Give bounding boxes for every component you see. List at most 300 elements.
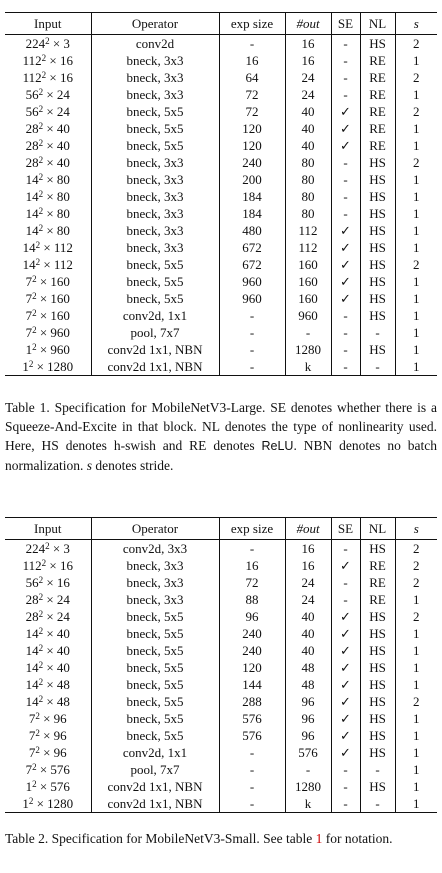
- cell-operator: bneck, 5x5: [91, 103, 219, 120]
- input-resolution: 14: [22, 257, 36, 272]
- cell-input: [5, 290, 91, 307]
- table-row: [5, 557, 437, 574]
- cell-exp-size: 64: [219, 69, 285, 86]
- cell-out: k: [285, 358, 331, 376]
- cell-nl: -: [360, 324, 395, 341]
- cell-exp-size: 120: [219, 120, 285, 137]
- input-squared: 2: [38, 592, 44, 602]
- input-channels: 960: [50, 342, 70, 357]
- cell-exp-size: 72: [219, 574, 285, 591]
- cell-stride: 1: [395, 642, 437, 659]
- cell-input: [5, 273, 91, 290]
- cell-se: ✓: [331, 137, 360, 154]
- cell-operator: conv2d, 3x3: [91, 540, 219, 558]
- cell-nl: HS: [360, 290, 395, 307]
- cell-input: [5, 154, 91, 171]
- cell-nl: HS: [360, 222, 395, 239]
- cell-operator: bneck, 3x3: [91, 205, 219, 222]
- input-squared: 2: [38, 172, 44, 182]
- cell-exp-size: 120: [219, 137, 285, 154]
- cell-input: [5, 659, 91, 676]
- table-row: [5, 256, 437, 273]
- table-row: [5, 188, 437, 205]
- input-channels: 112: [53, 257, 73, 272]
- input-resolution: 224: [25, 541, 46, 556]
- input-resolution: 56: [25, 104, 39, 119]
- header-exp-size: exp size: [219, 518, 285, 540]
- cell-operator: bneck, 5x5: [91, 120, 219, 137]
- input-channels: 40: [56, 643, 70, 658]
- cell-operator: conv2d: [91, 35, 219, 53]
- cell-se: -: [331, 205, 360, 222]
- cell-out: 24: [285, 591, 331, 608]
- cell-stride: 1: [395, 222, 437, 239]
- input-squared: 2: [38, 626, 44, 636]
- cell-out: 1280: [285, 778, 331, 795]
- input-channels: 16: [59, 70, 73, 85]
- cell-operator: bneck, 3x3: [91, 222, 219, 239]
- cell-exp-size: 576: [219, 710, 285, 727]
- input-times: ×: [43, 121, 57, 136]
- input-resolution: 14: [22, 240, 36, 255]
- input-times: ×: [43, 609, 57, 624]
- input-squared: 2: [45, 541, 50, 551]
- input-squared: 2: [28, 359, 34, 369]
- cell-out: 40: [285, 120, 331, 137]
- cell-se: -: [331, 188, 360, 205]
- input-squared: 2: [32, 308, 37, 318]
- input-times: ×: [43, 223, 57, 238]
- input-channels: 24: [56, 592, 70, 607]
- input-channels: 3: [63, 541, 70, 556]
- table-reference-link[interactable]: 1: [315, 831, 323, 846]
- cell-out: 960: [285, 307, 331, 324]
- table-row: [5, 659, 437, 676]
- cell-input: [5, 727, 91, 744]
- input-squared: 2: [32, 325, 37, 335]
- input-channels: 3: [63, 36, 70, 51]
- cell-input: [5, 693, 91, 710]
- header-stride: s: [395, 13, 437, 35]
- cell-se: -: [331, 69, 360, 86]
- cell-exp-size: 72: [219, 103, 285, 120]
- input-resolution: 14: [25, 660, 39, 675]
- input-squared: 2: [38, 189, 44, 199]
- input-resolution: 28: [25, 155, 39, 170]
- cell-input: [5, 205, 91, 222]
- caption-text: for notation.: [322, 831, 393, 846]
- table-row: [5, 358, 437, 376]
- header-out: #out: [285, 13, 331, 35]
- input-resolution: 7: [25, 325, 33, 340]
- cell-stride: 1: [395, 307, 437, 324]
- input-squared: 2: [38, 87, 44, 97]
- input-resolution: 112: [22, 70, 42, 85]
- cell-exp-size: 480: [219, 222, 285, 239]
- cell-input: [5, 744, 91, 761]
- cell-operator: bneck, 3x3: [91, 239, 219, 256]
- cell-operator: pool, 7x7: [91, 324, 219, 341]
- cell-nl: HS: [360, 239, 395, 256]
- cell-exp-size: 240: [219, 154, 285, 171]
- cell-operator: bneck, 5x5: [91, 273, 219, 290]
- cell-nl: HS: [360, 171, 395, 188]
- cell-se: ✓: [331, 290, 360, 307]
- cell-input: [5, 120, 91, 137]
- input-resolution: 56: [25, 87, 39, 102]
- cell-nl: HS: [360, 625, 395, 642]
- input-times: ×: [36, 342, 51, 357]
- input-squared: 2: [35, 711, 40, 721]
- cell-exp-size: 960: [219, 290, 285, 307]
- input-resolution: 7: [28, 728, 36, 743]
- input-squared: 2: [41, 70, 47, 80]
- input-times: ×: [43, 677, 57, 692]
- table-row: [5, 324, 437, 341]
- cell-nl: RE: [360, 137, 395, 154]
- cell-stride: 1: [395, 795, 437, 813]
- header-input: Input: [5, 518, 91, 540]
- cell-stride: 1: [395, 591, 437, 608]
- input-resolution: 14: [25, 172, 39, 187]
- input-resolution: 14: [25, 677, 39, 692]
- cell-operator: bneck, 5x5: [91, 693, 219, 710]
- input-resolution: 7: [25, 274, 33, 289]
- cell-exp-size: 288: [219, 693, 285, 710]
- cell-operator: bneck, 3x3: [91, 557, 219, 574]
- cell-operator: conv2d, 1x1: [91, 307, 219, 324]
- input-times: ×: [43, 592, 57, 607]
- header-nl: NL: [360, 518, 395, 540]
- cell-out: 40: [285, 137, 331, 154]
- cell-nl: HS: [360, 188, 395, 205]
- input-resolution: 224: [25, 36, 46, 51]
- header-se: SE: [331, 13, 360, 35]
- table-row: [5, 642, 437, 659]
- cell-operator: bneck, 5x5: [91, 608, 219, 625]
- cell-nl: HS: [360, 205, 395, 222]
- input-squared: 2: [32, 779, 37, 789]
- caption-stride-symbol: s: [86, 458, 92, 473]
- cell-se: -: [331, 761, 360, 778]
- cell-operator: bneck, 5x5: [91, 256, 219, 273]
- cell-exp-size: -: [219, 778, 285, 795]
- input-times: ×: [33, 796, 48, 811]
- caption-text: Specification for MobileNetV3-Small. See table: [48, 831, 316, 846]
- input-resolution: 14: [25, 206, 39, 221]
- cell-out: 80: [285, 188, 331, 205]
- caption-text: denotes stride.: [92, 458, 174, 473]
- cell-stride: 1: [395, 120, 437, 137]
- cell-input: [5, 239, 91, 256]
- table-row: [5, 574, 437, 591]
- cell-exp-size: 576: [219, 727, 285, 744]
- cell-operator: bneck, 5x5: [91, 727, 219, 744]
- cell-stride: 2: [395, 693, 437, 710]
- table-row: [5, 52, 437, 69]
- input-times: ×: [43, 626, 57, 641]
- cell-nl: HS: [360, 727, 395, 744]
- cell-se: ✓: [331, 710, 360, 727]
- input-squared: 2: [38, 694, 44, 704]
- cell-nl: RE: [360, 591, 395, 608]
- input-resolution: 112: [22, 558, 42, 573]
- cell-stride: 1: [395, 239, 437, 256]
- cell-input: [5, 540, 91, 558]
- input-times: ×: [43, 643, 57, 658]
- input-channels: 24: [56, 104, 70, 119]
- cell-stride: 1: [395, 358, 437, 376]
- cell-input: [5, 52, 91, 69]
- header-operator: Operator: [91, 518, 219, 540]
- cell-nl: -: [360, 761, 395, 778]
- cell-nl: -: [360, 795, 395, 813]
- cell-nl: HS: [360, 693, 395, 710]
- cell-se: ✓: [331, 625, 360, 642]
- cell-stride: 1: [395, 324, 437, 341]
- cell-out: 40: [285, 642, 331, 659]
- input-squared: 2: [32, 291, 37, 301]
- cell-stride: 2: [395, 154, 437, 171]
- input-squared: 2: [38, 206, 44, 216]
- cell-input: [5, 307, 91, 324]
- input-squared: 2: [35, 728, 40, 738]
- table-row: [5, 625, 437, 642]
- cell-input: [5, 188, 91, 205]
- cell-out: 16: [285, 52, 331, 69]
- input-resolution: 14: [25, 694, 39, 709]
- cell-exp-size: -: [219, 358, 285, 376]
- input-times: ×: [43, 138, 57, 153]
- table-row: [5, 540, 437, 558]
- cell-out: 1280: [285, 341, 331, 358]
- cell-nl: RE: [360, 69, 395, 86]
- input-channels: 1280: [47, 359, 74, 374]
- cell-out: 96: [285, 710, 331, 727]
- input-resolution: 28: [25, 138, 39, 153]
- input-channels: 112: [53, 240, 73, 255]
- cell-operator: bneck, 5x5: [91, 137, 219, 154]
- input-times: ×: [46, 70, 60, 85]
- cell-input: [5, 137, 91, 154]
- table-row: [5, 205, 437, 222]
- input-squared: 2: [38, 104, 44, 114]
- cell-nl: HS: [360, 676, 395, 693]
- cell-input: [5, 69, 91, 86]
- cell-se: ✓: [331, 222, 360, 239]
- cell-exp-size: -: [219, 744, 285, 761]
- cell-stride: 1: [395, 727, 437, 744]
- cell-operator: conv2d 1x1, NBN: [91, 778, 219, 795]
- input-channels: 1280: [47, 796, 74, 811]
- input-channels: 24: [56, 87, 70, 102]
- cell-se: -: [331, 86, 360, 103]
- cell-input: [5, 86, 91, 103]
- cell-input: [5, 778, 91, 795]
- cell-exp-size: 240: [219, 642, 285, 659]
- table-mobilenetv3-large: [5, 12, 437, 376]
- cell-input: [5, 676, 91, 693]
- cell-exp-size: -: [219, 761, 285, 778]
- table-row: [5, 120, 437, 137]
- cell-operator: conv2d, 1x1: [91, 744, 219, 761]
- header-stride: s: [395, 518, 437, 540]
- input-channels: 40: [56, 138, 70, 153]
- input-squared: 2: [41, 53, 47, 63]
- cell-operator: bneck, 3x3: [91, 591, 219, 608]
- table-row: [5, 222, 437, 239]
- cell-nl: HS: [360, 273, 395, 290]
- cell-se: ✓: [331, 256, 360, 273]
- cell-stride: 2: [395, 608, 437, 625]
- input-squared: 2: [38, 121, 44, 131]
- input-squared: 2: [38, 223, 44, 233]
- input-channels: 160: [50, 291, 70, 306]
- cell-stride: 1: [395, 137, 437, 154]
- cell-operator: bneck, 5x5: [91, 676, 219, 693]
- cell-input: [5, 608, 91, 625]
- table-row: [5, 103, 437, 120]
- table-row: [5, 137, 437, 154]
- cell-out: 48: [285, 659, 331, 676]
- cell-exp-size: 184: [219, 188, 285, 205]
- table-header-row: [5, 518, 437, 540]
- table-row: [5, 778, 437, 795]
- cell-out: k: [285, 795, 331, 813]
- input-resolution: 7: [25, 308, 33, 323]
- table-row: [5, 69, 437, 86]
- table-row: [5, 693, 437, 710]
- input-times: ×: [43, 189, 57, 204]
- cell-exp-size: -: [219, 540, 285, 558]
- cell-nl: RE: [360, 86, 395, 103]
- input-times: ×: [43, 575, 57, 590]
- cell-exp-size: 72: [219, 86, 285, 103]
- input-squared: 2: [28, 796, 34, 806]
- table-row: [5, 608, 437, 625]
- cell-input: [5, 358, 91, 376]
- table-row: [5, 171, 437, 188]
- input-times: ×: [43, 155, 57, 170]
- input-squared: 2: [38, 660, 44, 670]
- input-squared: 2: [45, 36, 50, 46]
- table-row: [5, 341, 437, 358]
- cell-exp-size: -: [219, 341, 285, 358]
- input-squared: 2: [38, 575, 44, 585]
- cell-operator: bneck, 3x3: [91, 574, 219, 591]
- cell-out: 16: [285, 540, 331, 558]
- cell-se: ✓: [331, 557, 360, 574]
- cell-operator: conv2d 1x1, NBN: [91, 358, 219, 376]
- cell-stride: 1: [395, 744, 437, 761]
- cell-operator: bneck, 5x5: [91, 625, 219, 642]
- cell-exp-size: 960: [219, 273, 285, 290]
- cell-operator: bneck, 3x3: [91, 188, 219, 205]
- cell-input: [5, 256, 91, 273]
- input-resolution: 7: [25, 291, 33, 306]
- cell-se: -: [331, 591, 360, 608]
- input-squared: 2: [35, 745, 40, 755]
- input-channels: 24: [56, 609, 70, 624]
- cell-exp-size: -: [219, 307, 285, 324]
- cell-out: 80: [285, 154, 331, 171]
- cell-nl: RE: [360, 103, 395, 120]
- cell-input: [5, 341, 91, 358]
- cell-nl: RE: [360, 574, 395, 591]
- cell-stride: 1: [395, 205, 437, 222]
- cell-operator: bneck, 5x5: [91, 642, 219, 659]
- input-channels: 576: [50, 762, 70, 777]
- cell-nl: HS: [360, 710, 395, 727]
- cell-stride: 2: [395, 574, 437, 591]
- cell-se: ✓: [331, 608, 360, 625]
- cell-input: [5, 642, 91, 659]
- cell-out: 24: [285, 86, 331, 103]
- cell-se: ✓: [331, 727, 360, 744]
- cell-operator: bneck, 3x3: [91, 52, 219, 69]
- input-times: ×: [43, 660, 57, 675]
- input-times: ×: [40, 240, 54, 255]
- cell-exp-size: 672: [219, 239, 285, 256]
- cell-nl: HS: [360, 35, 395, 53]
- cell-out: 40: [285, 625, 331, 642]
- cell-se: -: [331, 35, 360, 53]
- cell-out: 160: [285, 290, 331, 307]
- cell-stride: 1: [395, 171, 437, 188]
- table-row: [5, 761, 437, 778]
- cell-se: ✓: [331, 676, 360, 693]
- cell-out: -: [285, 324, 331, 341]
- table-row: [5, 290, 437, 307]
- cell-out: 112: [285, 222, 331, 239]
- cell-se: -: [331, 52, 360, 69]
- cell-out: 160: [285, 256, 331, 273]
- input-squared: 2: [38, 677, 44, 687]
- cell-out: 112: [285, 239, 331, 256]
- cell-se: ✓: [331, 659, 360, 676]
- table-row: [5, 154, 437, 171]
- cell-nl: HS: [360, 307, 395, 324]
- cell-nl: RE: [360, 557, 395, 574]
- table-row: [5, 727, 437, 744]
- cell-se: -: [331, 358, 360, 376]
- cell-operator: bneck, 3x3: [91, 154, 219, 171]
- input-times: ×: [49, 36, 64, 51]
- cell-input: [5, 625, 91, 642]
- table-row: [5, 239, 437, 256]
- header-operator: Operator: [91, 13, 219, 35]
- input-times: ×: [39, 711, 54, 726]
- input-channels: 960: [50, 325, 70, 340]
- cell-exp-size: 16: [219, 557, 285, 574]
- input-channels: 80: [56, 223, 70, 238]
- caption-text: Specification for MobileNetV3-Large. SE denotes whether there is a Squeeze-And-Excite in that block. NL denotes the type of nonlinearity used. Here, HS denotes h-swish and RE denotes: [5, 400, 437, 453]
- input-times: ×: [36, 291, 51, 306]
- cell-stride: 2: [395, 35, 437, 53]
- input-channels: 80: [56, 189, 70, 204]
- cell-input: [5, 574, 91, 591]
- input-times: ×: [40, 257, 54, 272]
- input-resolution: 1: [25, 779, 33, 794]
- cell-operator: bneck, 5x5: [91, 290, 219, 307]
- cell-operator: conv2d 1x1, NBN: [91, 341, 219, 358]
- cell-nl: HS: [360, 778, 395, 795]
- cell-se: -: [331, 540, 360, 558]
- cell-operator: pool, 7x7: [91, 761, 219, 778]
- cell-se: ✓: [331, 239, 360, 256]
- input-channels: 96: [53, 711, 67, 726]
- cell-input: [5, 222, 91, 239]
